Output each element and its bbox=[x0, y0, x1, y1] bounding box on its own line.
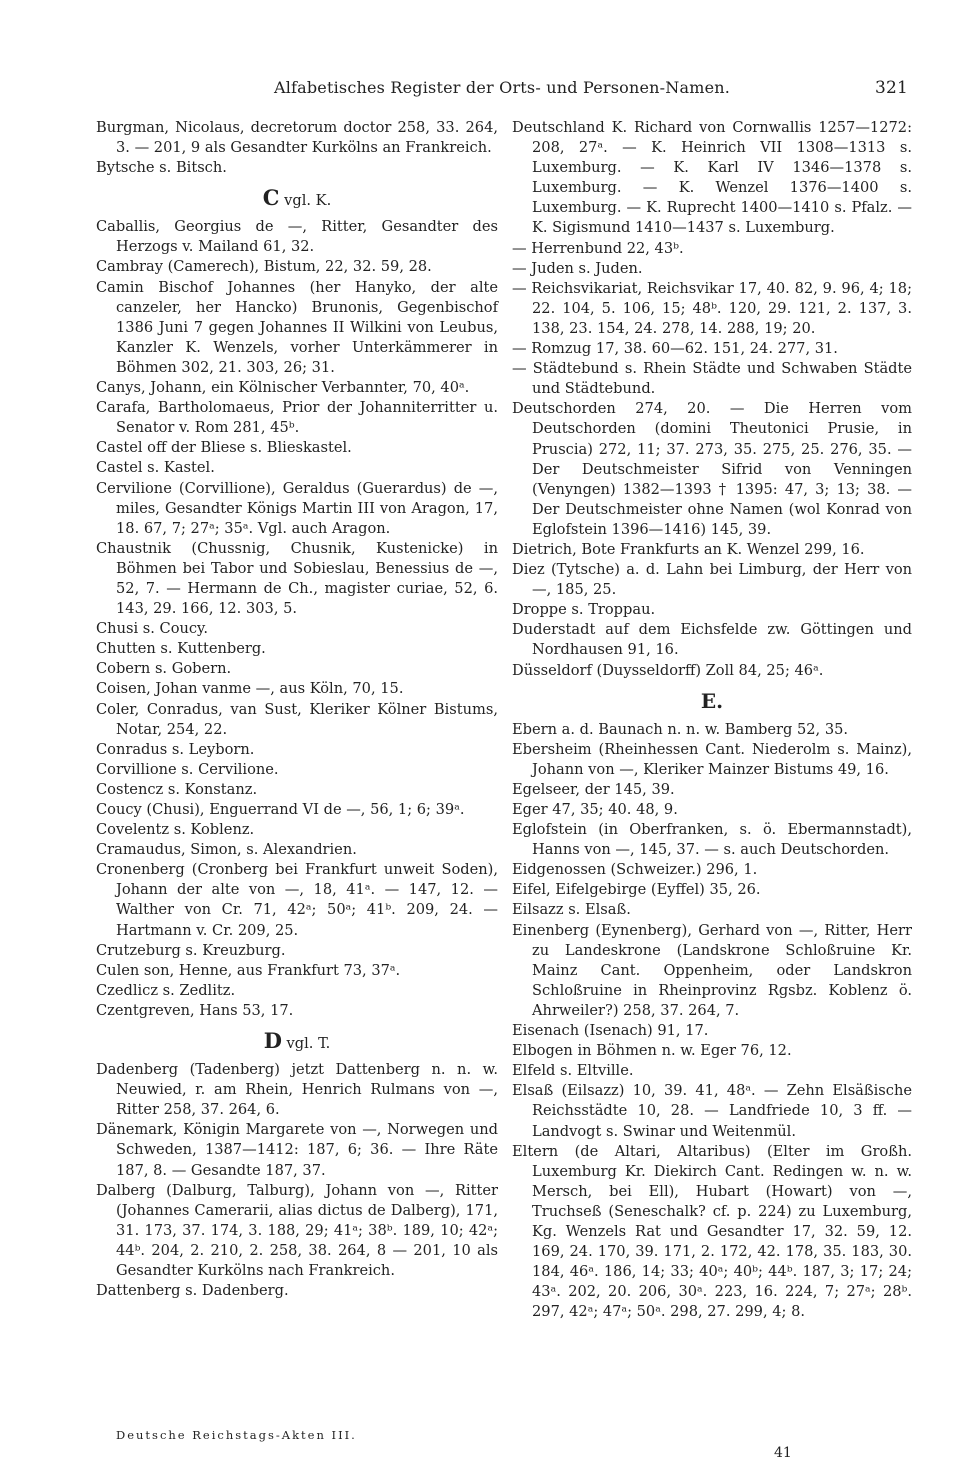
register-entry: Chaustnik (Chussnig, Chusnik, Kustenicke) in Böhmen bei Tabor und Sobieslau, Benessius de —, 52, 7. — Hermann de Ch., magister curiae, 52, 6. 143, 29. 166, 12. 303, 5. bbox=[96, 539, 498, 618]
register-entry: Elsaß (Eilsazz) 10, 39. 41, 48ᵃ. — Zehn Elsäßische Reichsstädte 10, 28. — Landfriede 10, 3 ff. — Landvogt s. Swinar und Weitenmül. bbox=[512, 1082, 912, 1140]
sheet-signature: 41 bbox=[774, 1445, 792, 1461]
register-entry: Cramaudus, Simon, s. Alexandrien. bbox=[96, 841, 357, 859]
register-entry: Dattenberg s. Dadenberg. bbox=[96, 1282, 289, 1300]
register-entry: Coisen, Johan vanme —, aus Köln, 70, 15. bbox=[96, 680, 404, 698]
register-entry: Czentgreven, Hans 53, 17. bbox=[96, 1001, 294, 1019]
register-entry: Ebern a. d. Baunach n. n. w. Bamberg 52, 35. bbox=[512, 720, 849, 738]
register-entry: Duderstadt auf dem Eichsfelde zw. Göttingen und Nordhausen 91, 16. bbox=[512, 621, 912, 659]
register-entry: Diez (Tytsche) a. d. Lahn bei Limburg, der Herr von —, 185, 25. bbox=[512, 561, 912, 599]
register-entry: Egelseer, der 145, 39. bbox=[512, 780, 675, 798]
register-entry: Eltern (de Altari, Altaribus) (Elter im Großh. Luxemburg Kr. Diekirch Cant. Redingen w. n. w. Mersch, bei Ell), Hubart (Howart) von —, Truchseß (Seneschalk? cf. p. 224) zu Luxemburg, Kg. Wenzels Rat und Gesandter 17, 32. 59, 12. 169, 24. 170, 39. 171, 2. 172, 42. 178, 35. 183, 30. 184, 46ᵃ. 186, 14; 33; 40ᵃ; 40ᵇ; 44ᵇ. 187, 3; 17; 24; 43ᵃ. 202, 20. 206, 30ᵃ. 223, 16. 224, 7; 27ᵃ; 28ᵇ. 297, 42ᵃ; 47ᵃ; 50ᵃ. 298, 27. 299, 4; 8. bbox=[512, 1142, 912, 1321]
register-entry: Castel s. Kastel. bbox=[96, 459, 215, 477]
register-entry: Czedlicz s. Zedlitz. bbox=[96, 981, 236, 999]
register-entry: Dadenberg (Tadenberg) jetzt Dattenberg n. n. w. Neuwied, r. am Rhein, Henrich Rulmans von —, Ritter 258, 37. 264, 6. bbox=[96, 1061, 498, 1119]
register-entry: — Herrenbund 22, 43ᵇ. bbox=[512, 239, 684, 257]
register-entry: Covelentz s. Koblenz. bbox=[96, 821, 255, 839]
register-entry: Coler, Conradus, van Sust, Kleriker Kölner Bistums, Notar, 254, 22. bbox=[96, 700, 498, 738]
page-header bbox=[96, 78, 908, 102]
register-entry: Dalberg (Dalburg, Talburg), Johann von —, Ritter (Johannes Camerarii, alias dictus de Dalberg), 171, 31. 173, 37. 174, 3. 188, 29; 41ᵃ; 38ᵇ. 189, 10; 42ᵃ; 44ᵇ. 204, 2. 210, 2. 258, 38. 264, 8 — 201, 10 als Gesandter Kurkölns nach Frankreich. bbox=[96, 1181, 498, 1279]
register-entry: Camin Bischof Johannes (her Hanyko, der alte canzeler, her Hancko) Brunonis, Gegenbischof 1386 Juni 7 gegen Johannes II Wilkini von Leubus, Kanzler K. Wenzels, vorher Unterkämmerer in Böhmen 302, 21. 303, 26; 31. bbox=[96, 278, 498, 376]
register-entry: Cervilione (Corvillione), Geraldus (Guerardus) de —, miles, Gesandter Königs Martin III von Aragon, 17, 18. 67, 7; 27ᵃ; 35ᵃ. Vgl. auch Aragon. bbox=[96, 479, 498, 537]
page-number: 321 bbox=[874, 78, 908, 98]
register-entry: Chusi s. Coucy. bbox=[96, 620, 208, 638]
section-note: vgl. T. bbox=[286, 1035, 331, 1053]
section-heading-d bbox=[96, 1030, 498, 1055]
register-entry: Corvillione s. Cervilione. bbox=[96, 760, 279, 778]
register-entry: Eisenach (Isenach) 91, 17. bbox=[512, 1022, 709, 1040]
register-entry: Droppe s. Troppau. bbox=[512, 601, 656, 619]
register-entry: Düsseldorf (Duysseldorff) Zoll 84, 25; 46ᵃ. bbox=[512, 661, 824, 679]
register-entry: — Romzug 17, 38. 60—62. 151, 24. 277, 31. bbox=[512, 340, 838, 358]
register-entry: Conradus s. Leyborn. bbox=[96, 740, 255, 758]
register-entry: Chutten s. Kuttenberg. bbox=[96, 640, 266, 658]
register-entry: Eglofstein (in Oberfranken, s. ö. Ebermannstadt), Hanns von —, 145, 37. — s. auch Deutschorden. bbox=[512, 821, 912, 859]
register-entry: Burgman, Nicolaus, decretorum doctor 258, 33. 264, 3. — 201, 9 als Gesandter Kurkölns an Frankreich. bbox=[96, 119, 498, 157]
register-entry: Deutschorden 274, 20. — Die Herren vom Deutschorden (domini Theutonici Prusie, in Pruscia) 272, 11; 37. 273, 35. 275, 25. 276, 35. — Der Deutschmeister Sifrid von Venningen (Venyngen) 1382—1393 † 1395: 47, 3; 13; 38. — Der Deutschmeister ohne Namen (wol Konrad von Eglofstein 1396—1416) 145, 39. bbox=[512, 400, 912, 538]
register-entry: Crutzeburg s. Kreuzburg. bbox=[96, 941, 286, 959]
running-title: Alfabetisches Register der Orts- und Personen-Namen. bbox=[273, 78, 731, 97]
section-heading-e bbox=[512, 690, 912, 715]
register-entry: Dietrich, Bote Frankfurts an K. Wenzel 299, 16. bbox=[512, 540, 865, 558]
section-letter: D bbox=[263, 1028, 282, 1054]
register-entry: Bytsche s. Bitsch. bbox=[96, 159, 227, 177]
register-entry: Cambray (Camerech), Bistum, 22, 32. 59, 28. bbox=[96, 258, 432, 276]
register-entry: Coucy (Chusi), Enguerrand VI de —, 56, 1; 6; 39ᵃ. bbox=[96, 801, 465, 818]
series-footer: Deutsche Reichstags-Akten III. bbox=[116, 1428, 357, 1442]
register-entry: Culen son, Henne, aus Frankfurt 73, 37ᵃ. bbox=[96, 961, 401, 979]
register-entry: Castel off der Bliese s. Blieskastel. bbox=[96, 439, 352, 457]
register-entry: Dänemark, Königin Margarete von —, Norwegen und Schweden, 1387—1412: 187, 6; 36. — Ihre Räte 187, 8. — Gesandte 187, 37. bbox=[96, 1121, 498, 1179]
register-entry: Carafa, Bartholomaeus, Prior der Johanniterritter u. Senator v. Rom 281, 45ᵇ. bbox=[96, 399, 498, 437]
register-entry: Elfeld s. Eltville. bbox=[512, 1062, 634, 1080]
left-column bbox=[96, 118, 498, 1301]
register-entry: Eidgenossen (Schweizer.) 296, 1. bbox=[512, 861, 758, 879]
section-note: vgl. K. bbox=[284, 192, 332, 210]
register-entry: Caballis, Georgius de —, Ritter, Gesandter des Herzogs v. Mailand 61, 32. bbox=[96, 218, 498, 256]
register-entry: — Städtebund s. Rhein Städte und Schwaben Städte und Städtebund. bbox=[512, 360, 912, 398]
register-entry: Elbogen in Böhmen n. w. Eger 76, 12. bbox=[512, 1042, 792, 1060]
register-entry: Eger 47, 35; 40. 48, 9. bbox=[512, 801, 678, 818]
section-letter: C bbox=[262, 185, 280, 211]
register-entry: Deutschland K. Richard von Cornwallis 1257—1272: 208, 27ᵃ. — K. Heinrich VII 1308—1313 s. Luxemburg. — K. Karl IV 1346—1378 s. Luxemburg. — K. Wenzel 1376—1400 s. Luxemburg. — K. Ruprecht 1400—1410 s. Pfalz. — K. Sigismund 1410—1437 s. Luxemburg. bbox=[512, 119, 912, 237]
section-letter: E. bbox=[700, 688, 724, 713]
register-entry: — Juden s. Juden. bbox=[512, 259, 643, 277]
register-entry: Eilsazz s. Elsaß. bbox=[512, 901, 631, 919]
register-entry: Canys, Johann, ein Kölnischer Verbannter, 70, 40ᵃ. bbox=[96, 379, 470, 397]
register-entry: Costencz s. Konstanz. bbox=[96, 780, 258, 798]
register-entry: — Reichsvikariat, Reichsvikar 17, 40. 82, 9. 96, 4; 18; 22. 104, 5. 106, 15; 48ᵇ. 120, 29. 121, 2. 137, 3. 138, 23. 154, 24. 278, 14. 288, 19; 20. bbox=[512, 279, 912, 337]
register-entry: Cobern s. Gobern. bbox=[96, 660, 232, 678]
register-entry: Einenberg (Eynenberg), Gerhard von —, Ritter, Herr zu Landeskrone (Landskrone Schloßruine Kr. Mainz Cant. Oppenheim, oder Landskron Schloßruine in Rheinprovinz Rgsbz. Koblenz ö. Ahrweiler?) 258, 37. 264, 7. bbox=[512, 921, 912, 1019]
section-heading-c bbox=[96, 187, 498, 212]
register-entry: Cronenberg (Cronberg bei Frankfurt unweit Soden), Johann der alte von —, 18, 41ᵃ. — 147, 12. — Walther von Cr. 71, 42ᵃ; 50ᵃ; 41ᵇ. 209, 24. — Hartmann v. Cr. 209, 25. bbox=[96, 861, 498, 939]
right-column bbox=[512, 118, 912, 1322]
register-entry: Ebersheim (Rheinhessen Cant. Niederolm s. Mainz), Johann von —, Kleriker Mainzer Bistums 49, 16. bbox=[512, 740, 912, 778]
register-entry: Eifel, Eifelgebirge (Eyffel) 35, 26. bbox=[512, 881, 761, 899]
